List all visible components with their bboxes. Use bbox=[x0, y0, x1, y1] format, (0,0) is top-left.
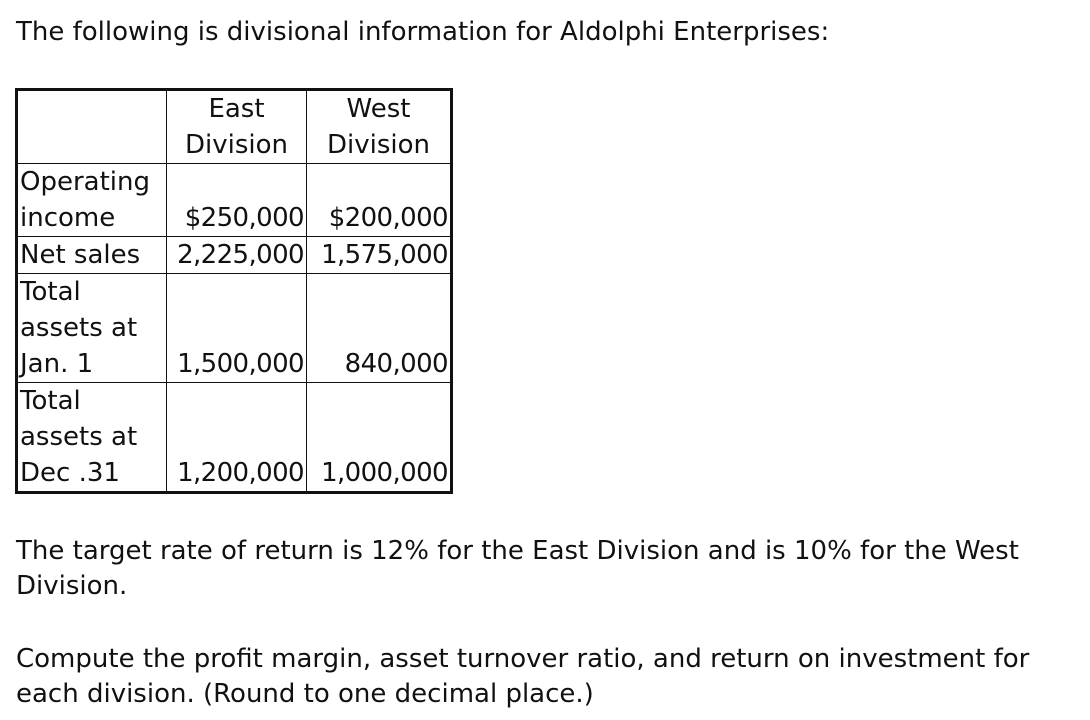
east-net-sales: 2,225,000 bbox=[167, 237, 307, 274]
west-division-header: West Division bbox=[307, 90, 452, 164]
east-operating-income: $250,000 bbox=[167, 164, 307, 237]
west-assets-jan: 840,000 bbox=[307, 274, 452, 383]
table-row bbox=[17, 237, 452, 274]
row-label-net-sales: Net sales bbox=[17, 237, 167, 274]
table-corner-cell bbox=[17, 90, 167, 164]
compute-instructions-text: Compute the profit margin, asset turnover ratio, and return on investment for each division. (Round to one decimal place.) bbox=[16, 644, 1030, 709]
east-division-header: East Division bbox=[167, 90, 307, 164]
table-row bbox=[17, 274, 452, 383]
row-label-operating-income: Operating income bbox=[17, 164, 167, 237]
table-row bbox=[17, 164, 452, 237]
east-assets-jan: 1,500,000 bbox=[167, 274, 307, 383]
division-table bbox=[15, 88, 453, 494]
table-header-row bbox=[17, 90, 452, 164]
east-assets-dec: 1,200,000 bbox=[167, 383, 307, 493]
west-net-sales: 1,575,000 bbox=[307, 237, 452, 274]
target-rate-text: The target rate of return is 12% for the East Division and is 10% for the West Division. bbox=[16, 536, 1019, 601]
table-row bbox=[17, 383, 452, 493]
west-assets-dec: 1,000,000 bbox=[307, 383, 452, 493]
row-label-assets-dec: Total assets at Dec .31 bbox=[17, 383, 167, 493]
west-operating-income: $200,000 bbox=[307, 164, 452, 237]
intro-text: The following is divisional information for Aldolphi Enterprises: bbox=[16, 17, 830, 47]
row-label-assets-jan: Total assets at Jan. 1 bbox=[17, 274, 167, 383]
